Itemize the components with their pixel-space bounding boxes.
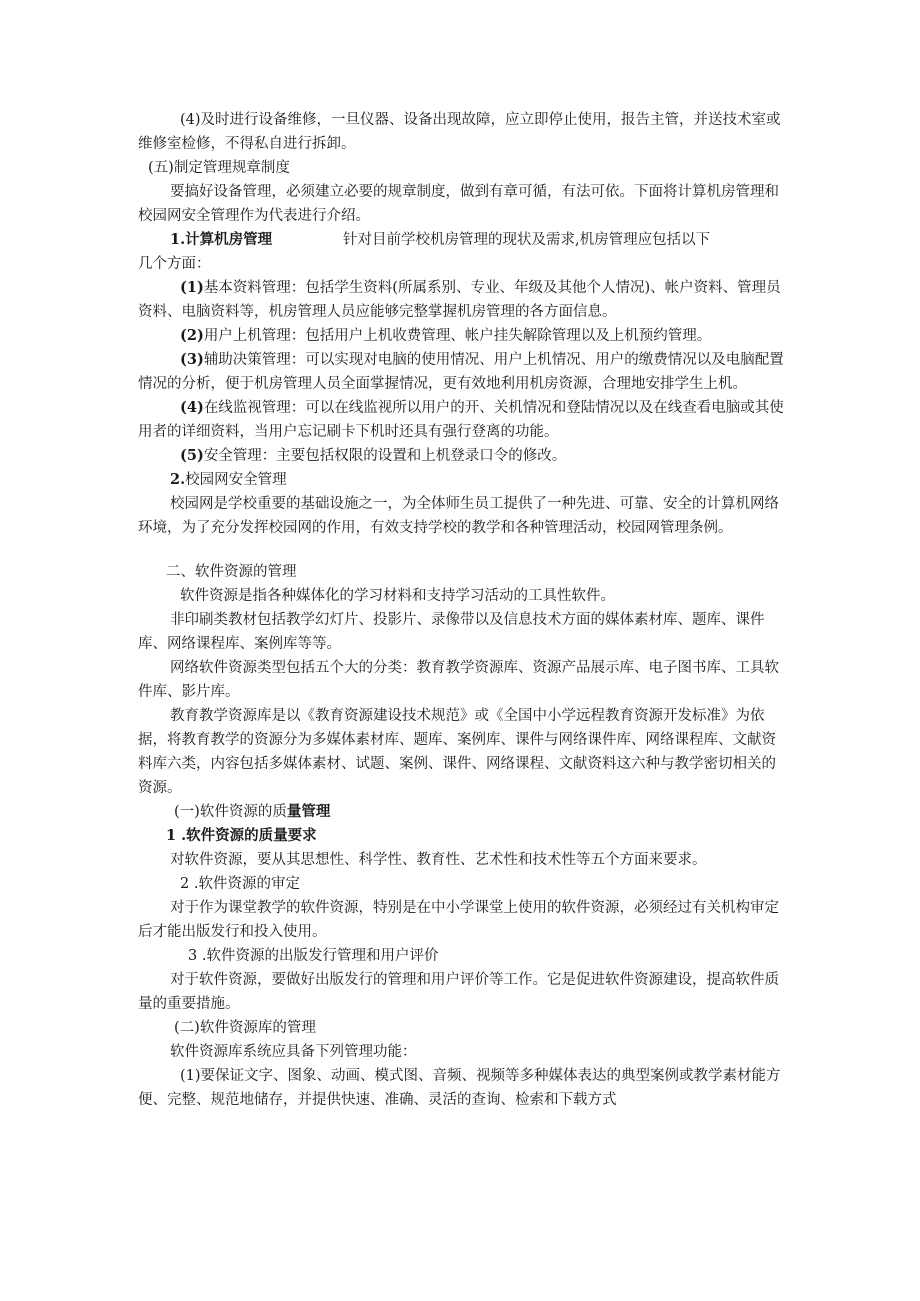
item-text: 安全管理：主要包括权限的设置和上机登录口令的修改。 [203,448,567,464]
paragraph-network-software: 网络软件资源类型包括五个大的分类：教育教学资源库、资源产品展示库、电子图书库、工具软件库、影片库。 [138,660,779,700]
heading-review: 2 .软件资源的审定 [180,876,300,892]
item-text: 用户上机管理：包括用户上机收费管理、帐户挂失解除管理以及上机预约管理。 [203,328,712,344]
heading-software-resources: 二、软件资源的管理 [166,564,297,580]
item-number: (1) [180,279,204,296]
item-storage: (1)要保证文字、图象、动画、模式图、音频、视频等多种媒体表达的典型案例或教学素材能方便、完整、规范地储存，并提供快速、准确、灵活的查询、检索和下载方式 [138,1068,781,1108]
item-online-monitor [138,396,788,444]
item-user-login [138,324,788,348]
paragraph-edu-library: 教育教学资源库是以《教育资源建设技术规范》或《全国中小学远程教育资源开发标准》为依据，将教育教学的资源分为多媒体素材库、题库、案例库、课件与网络课件库、网络课程库、文献资料库六类，内容包括多媒体素材、试题、案例、课件、网络课程、文献资料这六种与教学密切相关的资源。 [138,708,776,796]
heading-campus-network [138,468,788,492]
item-number: (4) [180,399,204,416]
paragraph-publishing: 对于软件资源，要做好出版发行的管理和用户评价等工作。它是促进软件资源建设，提高软件质量的重要措施。 [138,972,779,1012]
item-security [138,444,788,468]
paragraph-campus-network: 校园网是学校重要的基础设施之一，为全体师生员工提供了一种先进、可靠、安全的计算机网络环境，为了充分发挥校园网的作用，有效支持学校的教学和各种管理活动，校园网管理条例。 [138,496,779,536]
heading-quality-requirements [138,824,788,848]
paragraph-non-print: 非印刷类教材包括教学幻灯片、投影片、录像带以及信息技术方面的媒体素材库、题库、课件库、网络课程库、案例库等等。 [138,612,765,652]
item-text: 在线监视管理：可以在线监视所以用户的开、关机情况和登陆情况以及在线查看电脑或其使用者的详细资料，当用户忘记刷卡下机时还具有强行登离的功能。 [138,400,784,440]
item-basic-data [138,276,788,324]
heading-text: 校园网安全管理 [185,472,287,488]
paragraph-rules-intro: 要搞好设备管理，必须建立必要的规章制度，做到有章可循，有法可依。下面将计算机房管理和校园网安全管理作为代表进行介绍。 [138,184,779,224]
document-page [138,108,788,1112]
spacer [138,540,788,560]
item-decision-support [138,348,788,396]
heading-computer-room: 1.计算机房管理 [170,231,273,248]
heading-text-bold: 量要求 [273,827,317,844]
item-number: (3) [180,351,204,368]
heading-library-management: (二)软件资源库的管理 [174,1020,316,1036]
computer-room-intro: 针对目前学校机房管理的现状及需求,机房管理应包括以下 [343,232,711,248]
heading-computer-room-row [138,228,788,252]
paragraph-quality-requirements: 对软件资源，要从其思想性、科学性、教育性、艺术性和技术性等五个方面来要求。 [170,852,707,868]
item-text: 基本资料管理：包括学生资料(所属系别、专业、年级及其他个人情况)、帐户资料、管理员资料、电脑资料等，机房管理人员应能够完整掌握机房管理的各方面信息。 [138,280,781,320]
item-number: (5) [180,447,204,464]
paragraph-review: 对于作为课堂教学的软件资源，特别是在中小学课堂上使用的软件资源，必须经过有关机构审定后才能出版发行和投入使用。 [138,900,779,940]
heading-number: 2. [170,471,186,488]
heading-text: (一)软件资源的质 [174,804,287,820]
paragraph-equipment-repair: (4)及时进行设备维修，一旦仪器、设备出现故障，应立即停止使用，报告主管，并送技术室或维修室检修，不得私自进行拆卸。 [138,112,781,152]
heading-quality-management [138,800,788,824]
computer-room-intro-cont: 几个方面： [138,256,211,272]
heading-rules: (五)制定管理规章制度 [148,160,290,176]
paragraph-software-definition: 软件资源是指各种媒体化的学习材料和支持学习活动的工具性软件。 [180,588,615,604]
item-number: (2) [180,327,204,344]
heading-text-bold: 量管理 [286,803,331,820]
heading-publishing: 3 .软件资源的出版发行管理和用户评价 [188,948,439,964]
heading-text: 1 .软件资源的质 [166,827,274,844]
paragraph-library-functions: 软件资源库系统应具备下列管理功能： [170,1044,417,1060]
item-text: 辅助决策管理：可以实现对电脑的使用情况、用户上机情况、用户的缴费情况以及电脑配置情况的分析，便于机房管理人员全面掌握情况，更有效地利用机房资源，合理地安排学生上机。 [138,352,784,392]
